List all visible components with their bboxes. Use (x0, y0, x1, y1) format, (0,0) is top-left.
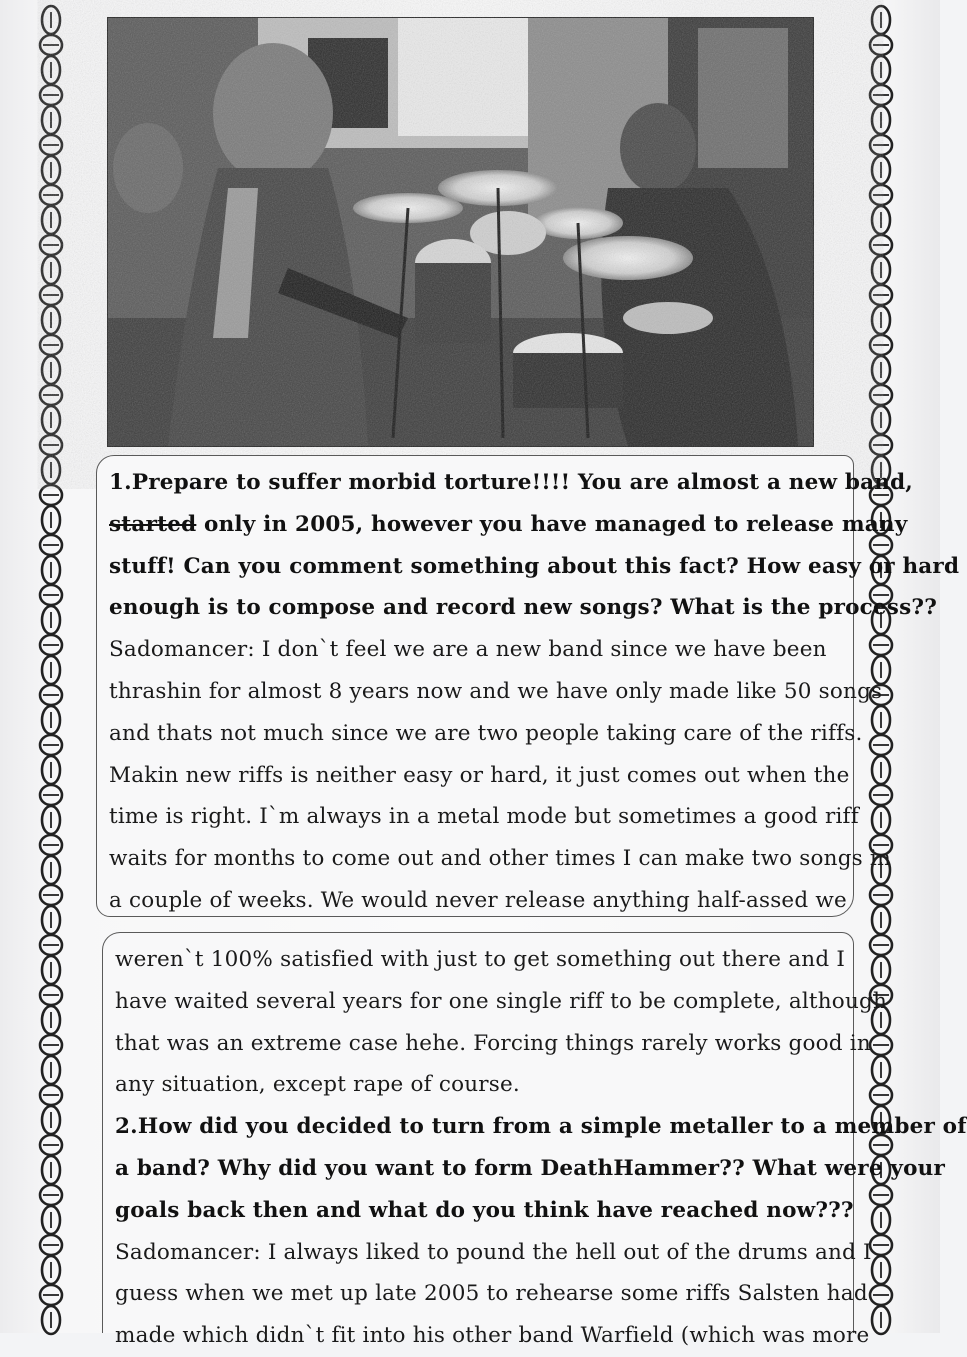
chain-link (872, 906, 890, 934)
chain-link (870, 285, 892, 305)
chain-link (42, 306, 60, 334)
chain-link (872, 206, 890, 234)
chain-link (42, 656, 60, 684)
answer-1-continued-line: that was an extreme case hehe. Forcing things rarely works good in (115, 1030, 871, 1056)
chain-link (42, 106, 60, 134)
chain-link (870, 885, 892, 905)
chain-link (40, 935, 62, 955)
chain-link (42, 556, 60, 584)
chain-link (42, 406, 60, 434)
chain-link (40, 1285, 62, 1305)
chain-link (40, 835, 62, 855)
chain-link (872, 756, 890, 784)
question-1-line: 1.Prepare to suffer morbid torture!!!! You are almost a new band, (109, 470, 913, 495)
answer-1-line: a couple of weeks. We would never release anything half-assed we (109, 887, 847, 913)
chain-link (40, 335, 62, 355)
chain-link (40, 235, 62, 255)
chain-link (870, 85, 892, 105)
chain-link (42, 6, 60, 34)
chain-link (872, 1206, 890, 1234)
left-chain-border (28, 0, 74, 1333)
chain-link (42, 506, 60, 534)
chain-link (40, 1035, 62, 1055)
chain-link (870, 335, 892, 355)
answer-1-line: waits for months to come out and other times I can make two songs in (109, 846, 892, 872)
chain-link (872, 1306, 890, 1334)
chain-link (872, 6, 890, 34)
chain-link (872, 1256, 890, 1284)
chain-link (42, 906, 60, 934)
chain-link (40, 735, 62, 755)
chain-link (872, 356, 890, 384)
answer-1-line: time is right. I`m always in a metal mode but sometimes a good riff (109, 804, 859, 830)
question-1-line: enough is to compose and record new songs? What is the process?? (109, 595, 938, 621)
chain-link (40, 885, 62, 905)
chain-link (40, 385, 62, 405)
chain-link (870, 185, 892, 205)
chain-link (42, 956, 60, 984)
answer-2-line: Sadomancer: I always liked to pound the hell out of the drums and I (115, 1239, 872, 1265)
chain-link (40, 1235, 62, 1255)
answer-1-line: Sadomancer: I don`t feel we are a new band since we have been (109, 637, 827, 663)
chain-link (40, 985, 62, 1005)
chain-link (870, 935, 892, 955)
chain-link (42, 1056, 60, 1084)
answer-1-line: and thats not much since we are two people taking care of the riffs. (109, 720, 863, 746)
chain-link (40, 535, 62, 555)
chain-link (872, 306, 890, 334)
chain-link (42, 206, 60, 234)
chain-link (42, 606, 60, 634)
chain-link (872, 106, 890, 134)
chain-link (42, 856, 60, 884)
interview-panel-2 (102, 932, 967, 1349)
chain-link (872, 706, 890, 734)
chain-link (42, 456, 60, 484)
struck-word: started (109, 511, 197, 537)
chain-link (42, 356, 60, 384)
chain-link (42, 56, 60, 84)
question-2-line: 2.How did you decided to turn from a simple metaller to a member of (115, 1114, 967, 1140)
answer-2-line: guess when we met up late 2005 to rehearse some riffs Salsten had (115, 1281, 868, 1307)
chain-link (872, 406, 890, 434)
chain-link (870, 35, 892, 55)
chain-link (40, 135, 62, 155)
chain-link (40, 285, 62, 305)
answer-2-line: made which didn`t fit into his other band Warfield (which was more (115, 1323, 870, 1349)
chain-link (870, 735, 892, 755)
answer-1-line: thrashin for almost 8 years now and we have only made like 50 songs (109, 678, 883, 704)
chain-link (40, 435, 62, 455)
chain-link (870, 235, 892, 255)
chain-link (870, 1035, 892, 1055)
question-1-line: stuff! Can you comment something about this fact? How easy or hard (109, 553, 960, 579)
answer-1-continued-line: any situation, except rape of course. (115, 1072, 520, 1098)
chain-link (42, 1156, 60, 1184)
chain-link (870, 535, 892, 555)
chain-link (872, 156, 890, 184)
chain-link (42, 706, 60, 734)
chain-link (40, 1185, 62, 1205)
question-2-line: a band? Why did you want to form DeathHammer?? What were your (115, 1155, 945, 1181)
chain-link (870, 1185, 892, 1205)
chain-link (40, 585, 62, 605)
band-rehearsal-photo (108, 18, 813, 446)
chain-link (40, 485, 62, 505)
answer-1-line: Makin new riffs is neither easy or hard, it just comes out when the (109, 762, 850, 788)
chain-link (40, 785, 62, 805)
chain-link (42, 1206, 60, 1234)
chain-link (40, 85, 62, 105)
chain-link (872, 1056, 890, 1084)
chain-link (42, 1256, 60, 1284)
chain-link (42, 806, 60, 834)
chain-link (870, 435, 892, 455)
chain-link (42, 1306, 60, 1334)
chain-link (42, 756, 60, 784)
chain-link (40, 1135, 62, 1155)
interview-panel-1 (96, 455, 960, 917)
chain-link (42, 256, 60, 284)
chain-link (40, 35, 62, 55)
chain-link (42, 1106, 60, 1134)
question-1-line: started only in 2005, however you have managed to release many (109, 511, 908, 537)
chain-link (40, 1085, 62, 1105)
chain-link (42, 1006, 60, 1034)
chain-link (870, 785, 892, 805)
chain-link (872, 256, 890, 284)
question-2-line: goals back then and what do you think have reached now??? (115, 1197, 854, 1223)
chain-link (870, 1285, 892, 1305)
chain-link (870, 1235, 892, 1255)
chain-link (42, 156, 60, 184)
chain-link (870, 1085, 892, 1105)
chain-link (870, 635, 892, 655)
chain-link (872, 56, 890, 84)
chain-link (870, 135, 892, 155)
chain-link (872, 956, 890, 984)
answer-1-continued-line: have waited several years for one single riff to be complete, although (115, 988, 888, 1014)
chain-link (870, 385, 892, 405)
chain-link (40, 185, 62, 205)
chain-link (40, 635, 62, 655)
answer-1-continued-line: weren`t 100% satisfied with just to get something out there and I (115, 947, 846, 972)
chain-link (40, 685, 62, 705)
chain-link (872, 806, 890, 834)
